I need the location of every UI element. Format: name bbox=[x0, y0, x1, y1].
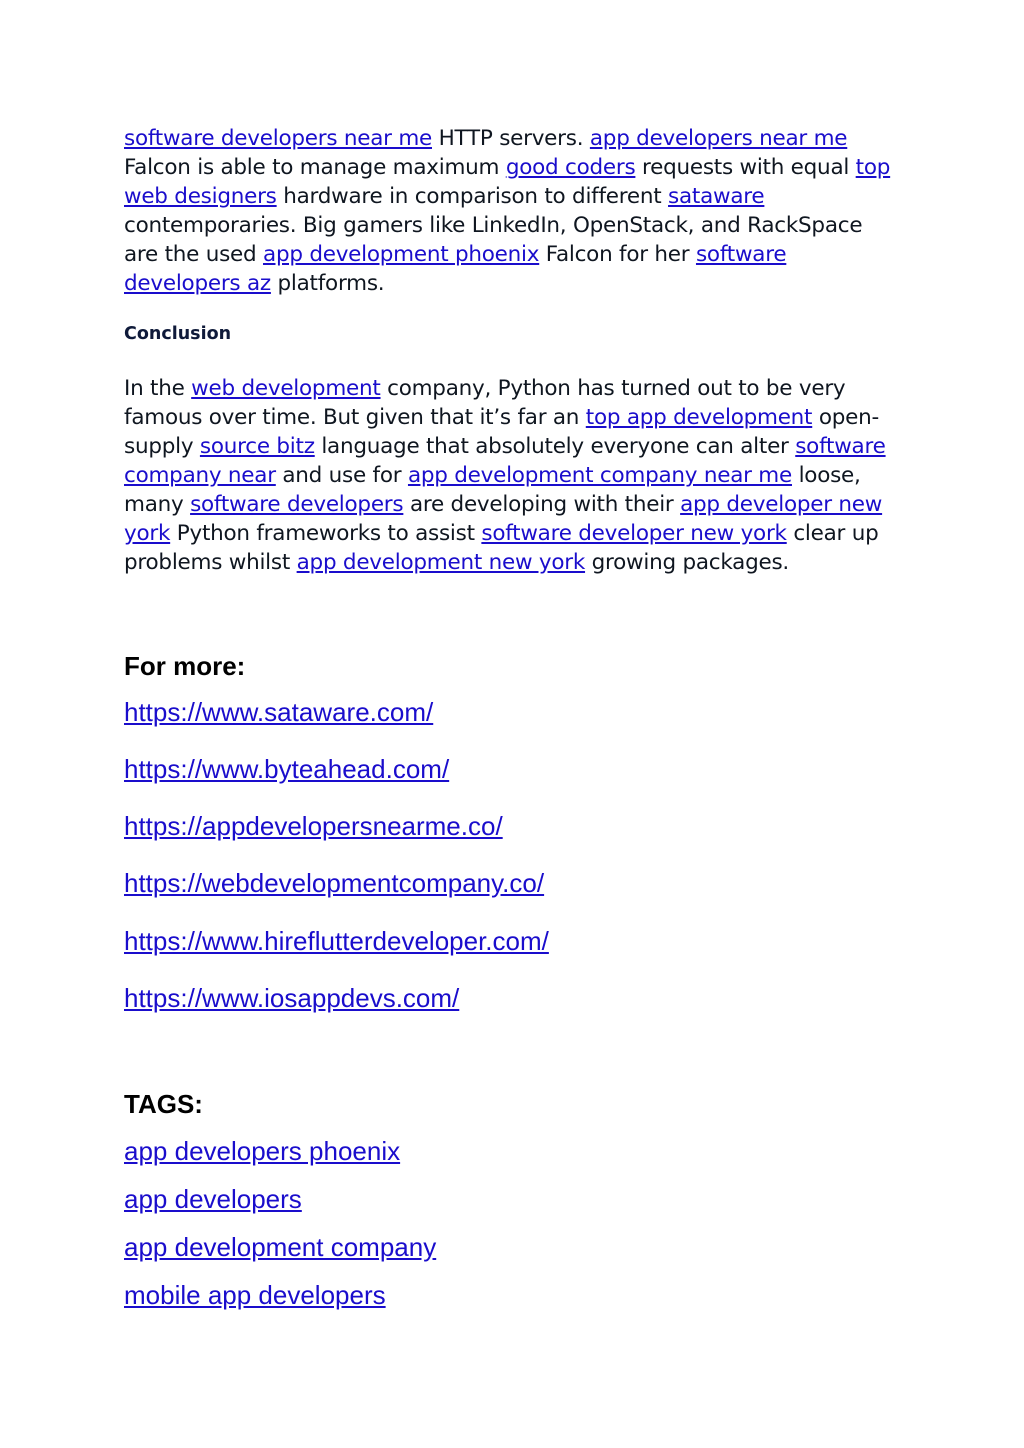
conclusion-heading: Conclusion bbox=[124, 324, 232, 344]
text-segment: requests with equal bbox=[635, 155, 856, 180]
link-top-web-designers[interactable]: top web designers bbox=[124, 155, 891, 209]
text-segment: platforms. bbox=[270, 271, 385, 296]
text-segment: company, Python has turned out to be very famous over time. But given that it’s far an bbox=[124, 376, 846, 430]
link-app-development-company-near-me[interactable]: app development company near me bbox=[407, 463, 792, 488]
tag-mobile-app-developers[interactable]: mobile app developers bbox=[124, 1280, 386, 1310]
link-sataware-url[interactable]: https://www.sataware.com/ bbox=[124, 697, 434, 727]
text-segment: are developing with their bbox=[403, 492, 681, 517]
text-segment: language that absolutely everyone can alter bbox=[314, 434, 796, 459]
link-top-app-development[interactable]: top app development bbox=[585, 405, 813, 430]
link-iosappdevs-url[interactable]: https://www.iosappdevs.com/ bbox=[124, 983, 460, 1013]
link-app-development-new-york[interactable]: app development new york bbox=[296, 550, 586, 575]
link-app-development-phoenix[interactable]: app development phoenix bbox=[263, 242, 540, 267]
tag-app-development-company[interactable]: app development company bbox=[124, 1232, 437, 1262]
tag-app-developers-phoenix[interactable]: app developers phoenix bbox=[124, 1136, 401, 1166]
link-webdevelopmentcompany-url[interactable]: https://webdevelopmentcompany.co/ bbox=[124, 868, 545, 898]
link-software-developer-new-york[interactable]: software developer new york bbox=[481, 521, 787, 546]
link-web-development[interactable]: web development bbox=[191, 376, 381, 401]
link-software-developers-az[interactable]: software developers az bbox=[124, 242, 787, 296]
text-segment: In the bbox=[124, 376, 192, 401]
link-good-coders[interactable]: good coders bbox=[505, 155, 636, 180]
link-byteahead-url[interactable]: https://www.byteahead.com/ bbox=[124, 754, 450, 784]
text-segment: HTTP servers. bbox=[432, 126, 590, 151]
text-segment: hardware in comparison to different bbox=[276, 184, 669, 209]
intro-paragraph bbox=[124, 124, 894, 298]
tag-app-developers[interactable]: app developers bbox=[124, 1184, 302, 1214]
text-segment: open-supply bbox=[124, 405, 879, 459]
link-source-bitz[interactable]: source bitz bbox=[199, 434, 315, 459]
text-segment: growing packages. bbox=[585, 550, 790, 575]
text-segment: and use for bbox=[275, 463, 408, 488]
link-app-developers-near-me[interactable]: app developers near me bbox=[589, 126, 848, 151]
text-segment: Falcon for her bbox=[539, 242, 696, 267]
link-software-developers-near-me[interactable]: software developers near me bbox=[124, 126, 432, 151]
for-more-heading: For more: bbox=[124, 651, 246, 681]
text-segment: Falcon is able to manage maximum bbox=[124, 155, 506, 180]
text-segment: loose, many bbox=[124, 463, 861, 517]
link-software-developers[interactable]: software developers bbox=[190, 492, 404, 517]
text-segment: contemporaries. Big gamers like LinkedIn, OpenStack, and RackSpace are the used bbox=[124, 213, 863, 267]
link-app-developer-new-york[interactable]: app developer new york bbox=[124, 492, 883, 546]
link-sataware[interactable]: sataware bbox=[668, 184, 765, 209]
tags-heading: TAGS: bbox=[124, 1089, 203, 1119]
text-segment: clear up problems whilst bbox=[124, 521, 879, 575]
link-appdevelopersnearme-url[interactable]: https://appdevelopersnearme.co/ bbox=[124, 811, 503, 841]
link-hireflutterdeveloper-url[interactable]: https://www.hireflutterdeveloper.com/ bbox=[124, 926, 549, 956]
conclusion-paragraph bbox=[124, 374, 894, 577]
text-segment: Python frameworks to assist bbox=[170, 521, 482, 546]
link-software-company-near[interactable]: software company near bbox=[124, 434, 886, 488]
